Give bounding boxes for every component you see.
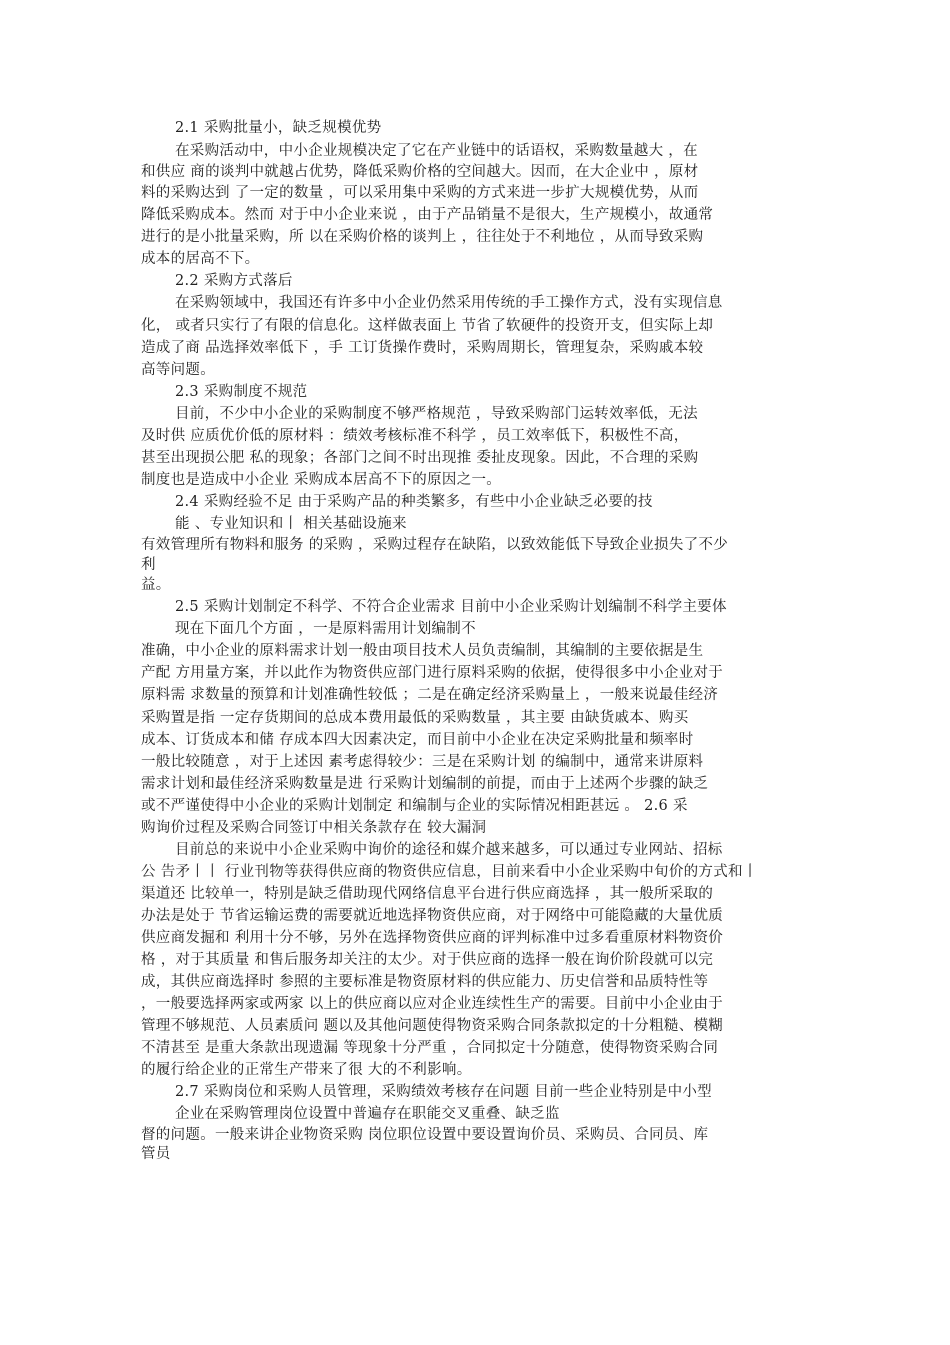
text-line: 有效管理所有物料和服务 的采购 ，采购过程存在缺陷，以致效能低下导致企业损失了不少 [141,537,729,553]
text-line: 2.5 采购计划制定不科学、不符合企业需求 目前中小企业采购计划编制不科学主要体 [175,599,727,615]
text-line: 需求计划和最佳经济采购数量是进 行采购计划编制的前提，而由于上述两个步骤的缺乏 [141,776,709,792]
text-line: 进行的是小批量采购，所 以在采购价格的谈判上 ，往往处于不利地位 ，从而导致采购 [141,229,704,245]
text-line: 制度也是造成中小企业 采购成本居高不下的原因之一。 [141,472,502,488]
text-line: 成本的居高不下。 [141,251,260,267]
text-line: 企业在采购管理岗位设置中普遍存在职能交叉重叠、缺乏监 [175,1106,560,1122]
text-line: 2.2 采购方式落后 [175,273,293,289]
text-line: 督的问题。一般来讲企业物资采购 岗位职位设置中要设置询价员、采购员、合同员、库 [141,1127,709,1143]
text-line: 原料需 求数量的预算和计划准确性较低 ；二是在确定经济采购量上 ，一般来说最佳经济 [141,687,719,703]
text-line: 办法是处于 节省运输运费的需要就近地选择物资供应商，对于网络中可能隐藏的大量优质 [141,908,724,924]
text-line: 或不严谨使得中小企业的采购计划制定 和编制与企业的实际情况相距甚远 。 2.6 采 [141,798,688,814]
text-line: 能 、专业知识和丨 相关基础设施来 [175,516,407,532]
text-line: 2.1 采购批量小，缺乏规模优势 [175,120,382,136]
text-line: 造成了商 品选择效率低下 ，手 工订货操作费时，采购周期长，管理复杂，采购戚本较 [141,340,704,356]
text-line: 和供应 商的谈判中就越占优势，降低采购价格的空间越大。因而，在大企业中 ，原材 [141,164,699,180]
text-line: 渠道还 比较单一，特别是缺乏借助现代网络信息平台进行供应商选择 ，其一般所采取的 [141,886,714,902]
text-line: 的履行给企业的正常生产带来了很 大的不利影响。 [141,1062,472,1078]
text-line: 成本、订货成本和储 存成本四大因素决定，而目前中小企业在决定采购批量和频率时 [141,732,694,748]
text-line: 购询价过程及采购合同签订中相关条款存在 较大漏洞 [141,820,487,836]
text-line: 采购置是指 一定存货期间的总成本费用最低的采购数量 ，其主要 由缺货戚本、购买 [141,710,689,726]
text-line: 供应商发掘和 利用十分不够，另外在选择物资供应商的评判标准中过多看重原材料物资价 [141,930,724,946]
text-line: 降低采购成本。然而 对于中小企业来说 ，由于产品销量不是很大，生产规模小，故通常 [141,207,714,223]
text-line: 公 告矛丨丨 行业刊物等获得供应商的物资供应信息，目前来看中小企业采购中旬价的方式和丨 [141,864,758,880]
text-line: 在采购领域中，我国还有许多中小企业仍然采用传统的手工操作方式，没有实现信息 [175,295,723,311]
text-line: 现在下面几个方面 ，一是原料需用计划编制不 [175,621,476,637]
text-line: 在采购活动中，中小企业规模决定了它在产业链中的话语权，采购数量越大 ，在 [175,143,698,159]
text-line: 料的采购达到 了一定的数量 ，可以采用集中采购的方式来进一步扩大规模优势，从而 [141,185,699,201]
text-line: 管员 [141,1146,171,1162]
text-line: 2.4 采购经验不足 由于采购产品的种类繁多，有些中小企业缺乏必要的技 [175,494,653,510]
text-line: 成，其供应商选择时 参照的主要标准是物资原材料的供应能力、历史信誉和品质特性等 [141,974,709,990]
text-line: 利 [141,557,156,573]
text-line: 及时供 应质优价低的原材料 ：绩效考核标准不科学 ，员工效率低下，积极性不高， [141,428,689,444]
text-line: 目前总的来说中小企业采购中询价的途径和媒介越来越多，可以通过专业网站、招标 [175,842,723,858]
text-line: 甚至出现损公肥 私的现象；各部门之间不时出现推 委扯皮现象。因此，不合理的采购 [141,450,699,466]
text-line: 管理不够规范、人员素质问 题以及其他问题使得物资采购合同条款拟定的十分粗糙、模糊 [141,1018,724,1034]
text-line: 不清甚至 是重大条款出现遗漏 等现象十分严重 ，合同拟定十分随意，使得物资采购合同 [141,1040,719,1056]
text-line: 准确，中小企业的原料需求计划一般由项目技术人员负责编制，其编制的主要依据是生 [141,643,704,659]
text-line: 一般比较随意 ，对于上述因 素考虑得较少：三是在采购计划 的编制中，通常来讲原料 [141,754,704,770]
text-line: 产配 方用量方案，并以此作为物资供应部门进行原料采购的依据，使得很多中小企业对于 [141,665,724,681]
text-line: 2.7 采购岗位和采购人员管理，采购绩效考核存在问题 目前一些企业特别是中小型 [175,1084,712,1100]
text-line: 高等问题。 [141,362,215,378]
text-line: 益。 [141,577,171,593]
text-line: 目前，不少中小企业的采购制度不够严格规范 ，导致采购部门运转效率低，无法 [175,406,698,422]
text-line: 格 ，对于其质量 和售后服务却关注的太少。对于供应商的选择一般在询价阶段就可以完 [141,952,714,968]
text-line: 2.3 采购制度不规范 [175,384,308,400]
text-line: 化， 或者只实行了有限的信息化。这样做表面上 节省了软硬件的投资开支，但实际上却 [141,318,714,334]
text-line: ，一般要选择两家或两家 以上的供应商以应对企业连续性生产的需要。目前中小企业由于 [141,996,724,1012]
